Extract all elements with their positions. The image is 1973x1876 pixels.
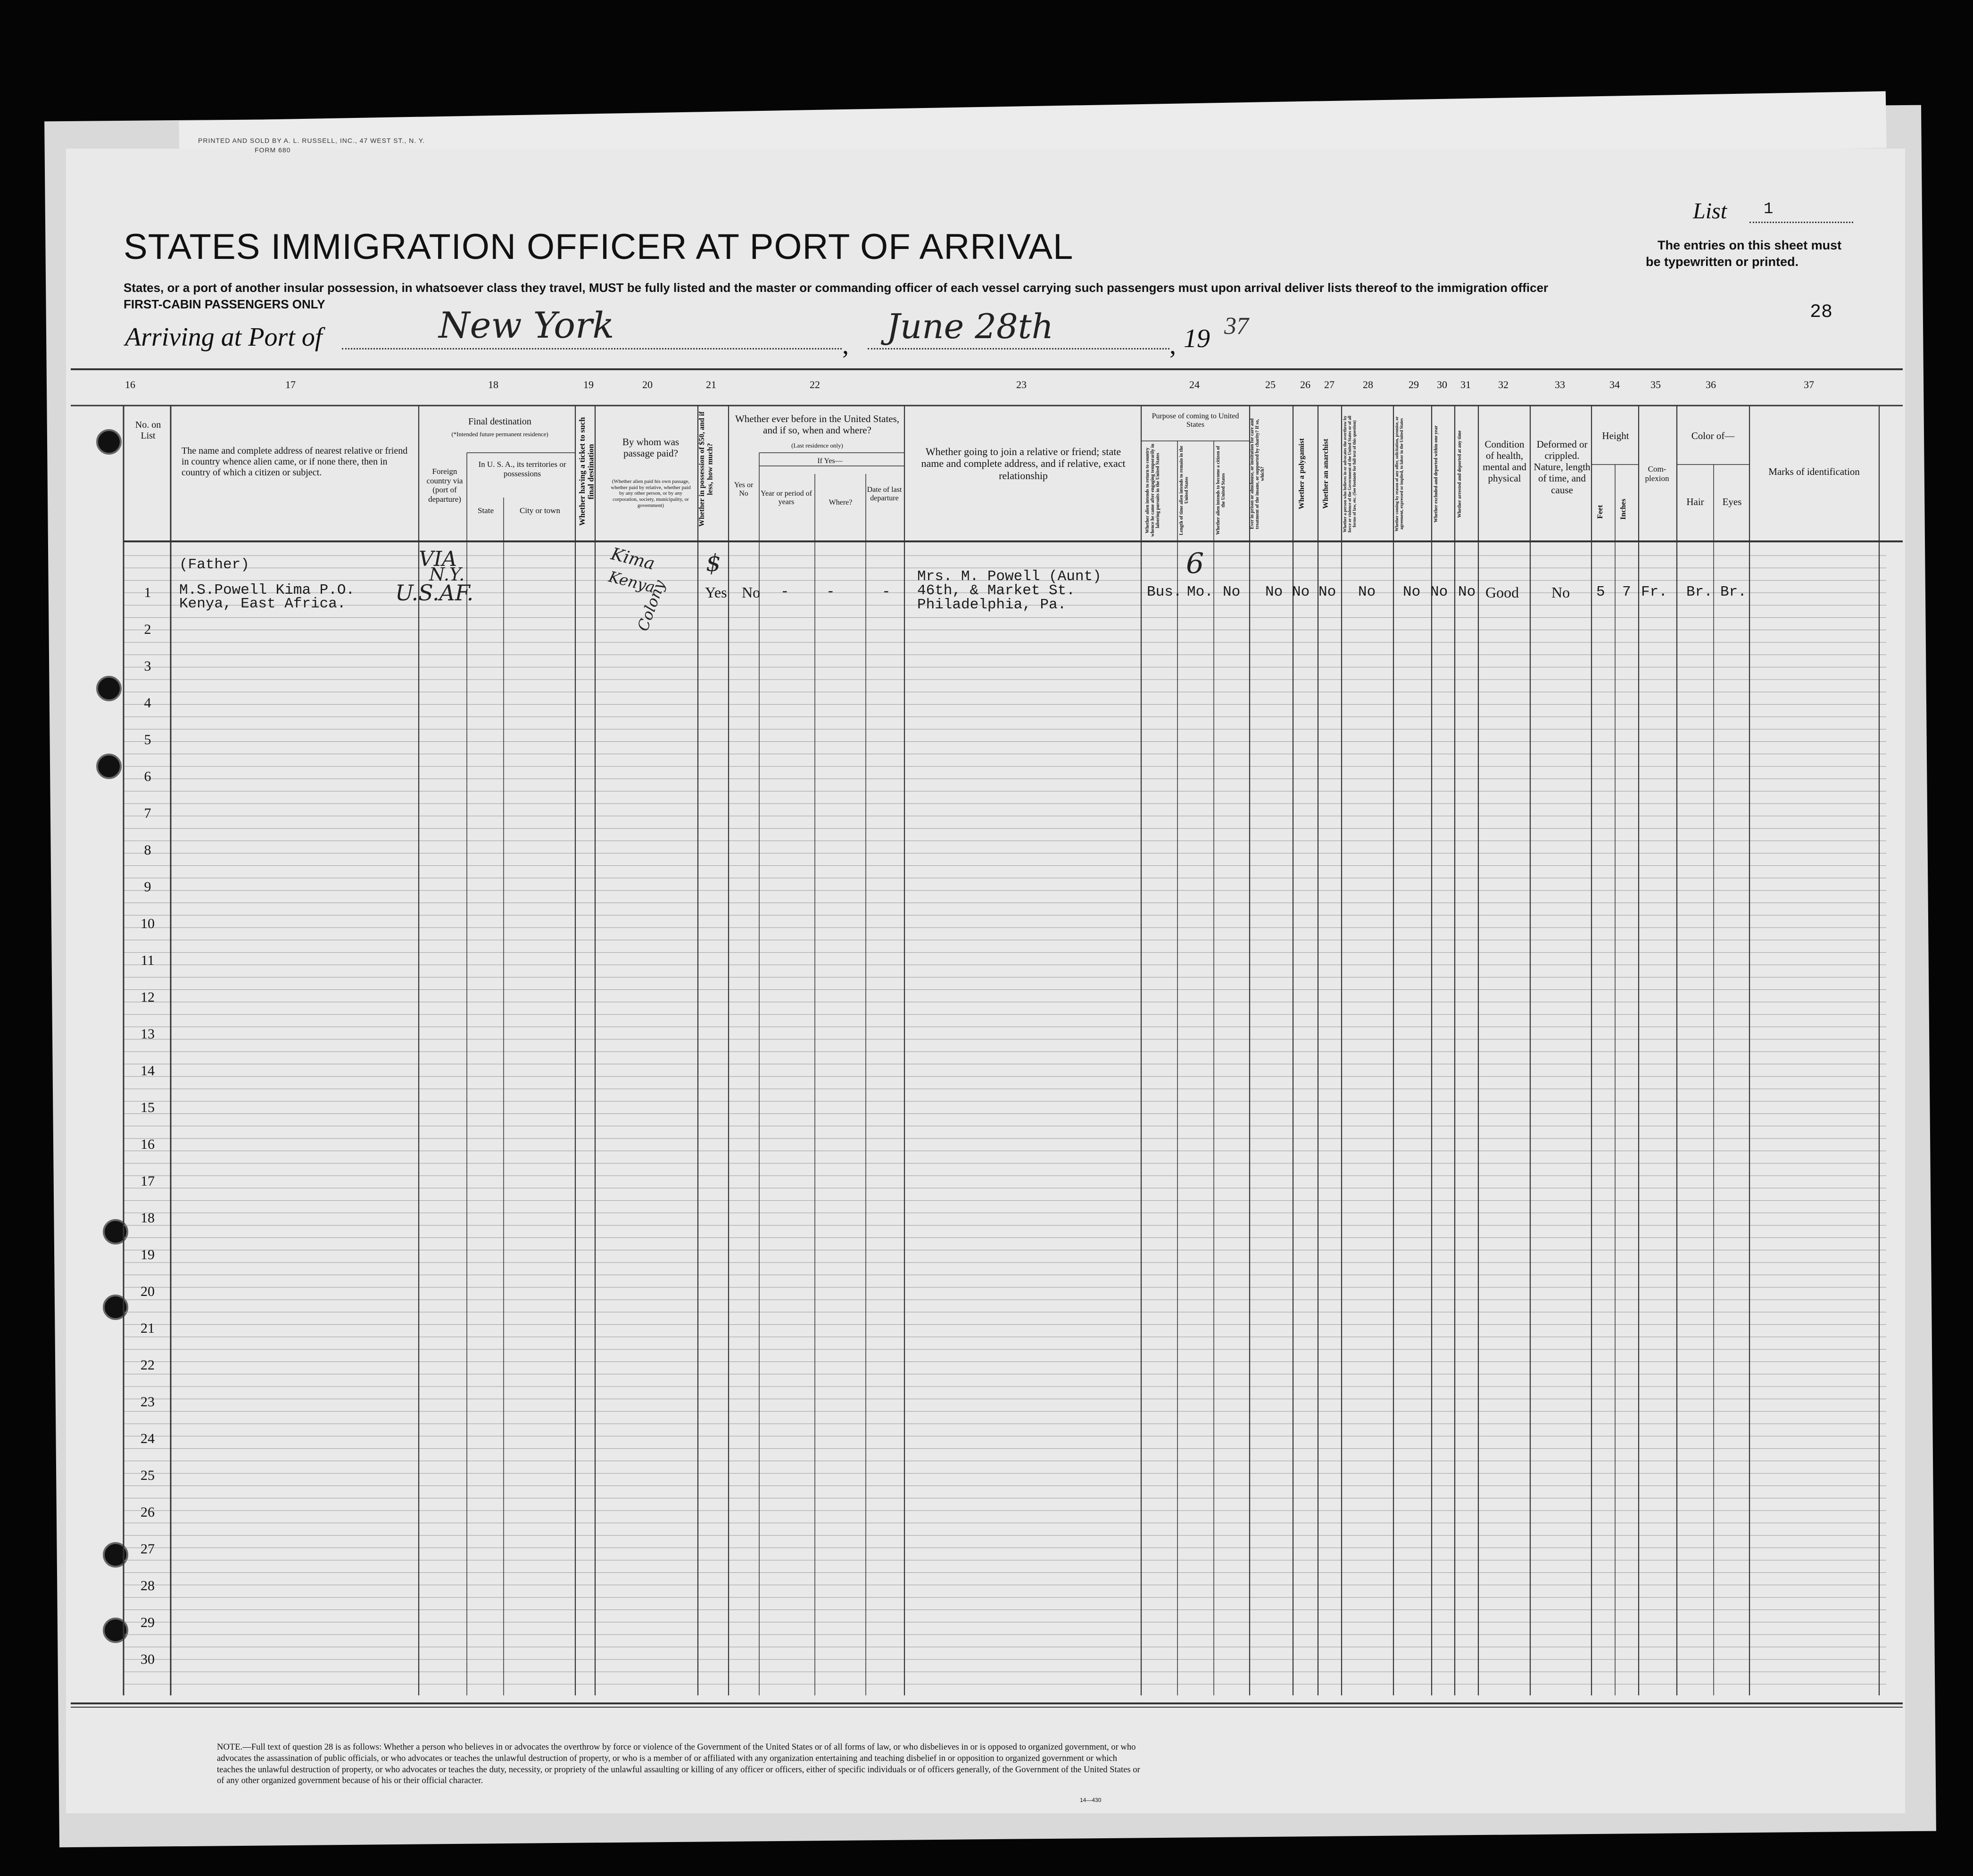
header-marks: Marks of identification	[1768, 466, 1860, 477]
header-relative-address: The name and complete address of nearest relative or friend in country whence alien came, or if none there, then in country of which a citizen or subject.	[182, 446, 408, 478]
header-final-destination-note: (*Intended future permanent residence)	[451, 431, 548, 438]
entry-money-mark: $	[706, 549, 721, 577]
row-number: 29	[141, 1615, 155, 1630]
entry-q28: No	[1358, 584, 1376, 600]
header-length-of-stay: Length of time alien intends to remain in the United States	[1179, 446, 1189, 535]
header-fifty-dollars: Whether in possession of $50, and if less, how much?	[698, 411, 714, 527]
entry-relative-line1: M.S.Powell Kima P.O.	[179, 582, 355, 598]
header-excluded: Whether excluded and deported within one year	[1434, 425, 1439, 523]
column-number: 31	[1460, 379, 1471, 390]
column-number: 37	[1804, 379, 1814, 390]
column-number: 19	[583, 379, 594, 390]
header-city: City or town	[520, 506, 560, 515]
row-number: 26	[141, 1504, 155, 1520]
sheet-number: 28	[1810, 302, 1833, 323]
header-prison: Ever in prison or almshouse, or institution for care and treatment of the insane, or supported by charity? If so, which?	[1250, 418, 1265, 530]
header-ticket: Whether having a ticket to such final destination	[578, 417, 596, 526]
header-purpose: Purpose of coming to United States	[1152, 412, 1239, 429]
date-handwritten: June 28th	[887, 307, 1054, 346]
row-number: 5	[144, 732, 151, 747]
row-number: 27	[141, 1541, 155, 1557]
entry-q30: No	[1430, 584, 1448, 600]
header-if-yes: If Yes—	[817, 457, 843, 465]
year-handwritten: 37	[1224, 313, 1249, 340]
row-number: 28	[141, 1578, 155, 1594]
row-number: 12	[141, 989, 155, 1005]
column-number: 36	[1706, 379, 1716, 390]
header-final-destination: Final destination	[468, 416, 531, 427]
port-handwritten: New York	[439, 304, 614, 346]
row-number: 13	[141, 1026, 155, 1042]
column-number: 17	[285, 379, 296, 390]
entry-q29: No	[1403, 584, 1421, 600]
column-number: 23	[1016, 379, 1027, 390]
entry-eyes: Br.	[1720, 584, 1747, 600]
row-number: 25	[141, 1468, 155, 1483]
column-number: 33	[1555, 379, 1565, 390]
page-title: STATES IMMIGRATION OFFICER AT PORT OF ARRIVAL	[124, 227, 1074, 267]
form-number: FORM 680	[255, 146, 291, 154]
row-number: 15	[141, 1100, 155, 1115]
entries-note-line2: be typewritten or printed.	[1646, 255, 1799, 269]
entry-foreign-line3: U.S.AF.	[395, 580, 474, 606]
header-eyes: Eyes	[1722, 496, 1742, 507]
column-number: 29	[1409, 379, 1419, 390]
entry-anarchist: No	[1318, 584, 1336, 600]
year-prefix: 19	[1184, 324, 1210, 353]
entry-money: Yes	[705, 584, 727, 601]
header-color-of: Color of—	[1691, 430, 1735, 441]
row-number: 22	[141, 1357, 155, 1373]
header-question-28: Whether a person who believes in or advocates the overthrow by force or violence of the Government of the United States or of all forms of law, etc. (See footnote for full text of this question)	[1343, 415, 1357, 532]
header-year-period: Year or period of years	[760, 490, 812, 506]
row-number: 24	[141, 1431, 155, 1446]
entry-paid-by-line2: Kenya	[606, 567, 657, 597]
header-where: Where?	[829, 498, 853, 506]
entry-q31: No	[1458, 584, 1476, 600]
header-last-departure: Date of last departure	[867, 486, 902, 503]
header-height: Height	[1602, 430, 1629, 441]
header-arrested: Whether arrested and deported at any time	[1457, 430, 1462, 518]
entry-paid-by-line1: Kima	[609, 544, 657, 574]
entry-citizen: No	[1223, 584, 1241, 600]
entry-foreign-line2: N.Y.	[429, 564, 465, 585]
list-number: 1	[1764, 200, 1774, 218]
row-number: 11	[141, 953, 155, 968]
column-number: 21	[706, 379, 716, 390]
row-number: 30	[141, 1652, 155, 1667]
column-number: 35	[1650, 379, 1661, 390]
header-foreign-country: Foreign country via (port of departure)	[426, 467, 463, 504]
row-number: 8	[144, 842, 151, 858]
column-number: 20	[642, 379, 653, 390]
entry-inches: 7	[1622, 584, 1631, 600]
entry-length: Mo.	[1187, 584, 1213, 600]
header-polygamist: Whether a polygamist	[1298, 438, 1306, 510]
header-deformed: Deformed or crippled. Nature, length of time, and cause	[1534, 439, 1591, 496]
entry-hair: Br.	[1686, 584, 1713, 600]
entry-join-line2: 46th, & Market St.	[917, 582, 1075, 599]
entry-foreign-line1: VIA	[419, 547, 457, 571]
entry-prison: No	[1265, 584, 1283, 600]
row-number: 7	[144, 805, 151, 821]
entry-join-line3: Philadelphia, Pa.	[917, 597, 1067, 613]
column-number: 22	[810, 379, 820, 390]
entry-polygamist: No	[1292, 584, 1310, 600]
entry-join-line1: Mrs. M. Powell (Aunt)	[917, 568, 1102, 585]
row-number: 6	[144, 769, 151, 784]
entry-before-in-us: No	[742, 584, 761, 601]
header-state: State	[478, 506, 494, 515]
comma-separator: ,	[1169, 331, 1176, 360]
column-number: 26	[1300, 379, 1310, 390]
entry-paid-by-line3: Colony	[633, 577, 669, 634]
row-number: 20	[141, 1284, 155, 1299]
header-labor-offer: Whether coming by reason of any offer, solicitation, promise, or agreement, expressed or implied, to labor in the United States	[1394, 416, 1404, 532]
entry-year-period: -	[780, 584, 789, 600]
row-number: 10	[141, 916, 155, 931]
row-number: 1	[144, 585, 151, 600]
row-number: 3	[144, 658, 151, 674]
header-no-on-list: No. on List	[135, 420, 161, 441]
header-complexion: Com- plexion	[1645, 465, 1669, 483]
column-number: 27	[1324, 379, 1335, 390]
row-number: 16	[141, 1137, 155, 1152]
arriving-label: Arriving at Port of	[125, 323, 323, 352]
header-last-residence-note: (Last residence only)	[791, 442, 843, 449]
column-number: 34	[1609, 379, 1620, 390]
subtitle-class: FIRST-CABIN PASSENGERS ONLY	[124, 297, 325, 311]
header-health: Condition of health, mental and physical	[1483, 439, 1526, 484]
row-number: 2	[144, 622, 151, 637]
comma-separator: ,	[842, 331, 849, 360]
row-number: 21	[141, 1320, 155, 1336]
list-label: List	[1693, 199, 1727, 224]
entry-relative-line0: (Father)	[179, 556, 249, 573]
row-number: 19	[141, 1247, 155, 1262]
header-inches: Inches	[1619, 498, 1627, 520]
header-hair: Hair	[1686, 496, 1704, 507]
column-number: 28	[1363, 379, 1373, 390]
row-number: 4	[144, 695, 151, 711]
row-number: 17	[141, 1173, 155, 1189]
column-number: 25	[1265, 379, 1276, 390]
column-number: 16	[125, 379, 135, 390]
header-passage-note: (Whether alien paid his own passage, whether paid by relative, whether paid by any other person, or by any corporation, society, municipality, or government)	[611, 479, 691, 508]
subtitle-instructions: States, or a port of another insular possession, in whatsoever class they travel, MUST be fully listed and the master or commanding officer of each vessel carrying such passengers must upon arrival deliver lists thereof to the immigration officer	[124, 281, 1549, 295]
entry-feet: 5	[1596, 584, 1605, 600]
header-in-usa: In U. S. A., its territories or possessions	[478, 460, 566, 478]
row-number: 23	[141, 1394, 155, 1410]
header-feet: Feet	[1596, 505, 1604, 519]
entry-complexion: Fr.	[1641, 584, 1667, 600]
header-before-in-us: Whether ever before in the United States, and if so, when and where?	[735, 413, 900, 436]
entry-relative-line2: Kenya, East Africa.	[179, 596, 346, 612]
column-number: 24	[1189, 379, 1200, 390]
row-number: 9	[144, 879, 151, 895]
entry-deformed: No	[1551, 584, 1570, 601]
entry-length-mark: 6	[1186, 547, 1204, 580]
header-yes-or-no: Yes or No	[734, 481, 754, 498]
footnote-question-28: NOTE.—Full text of question 28 is as follows: Whether a person who believes in or advocates the overthrow by force or violence of the Government of the United States or of all forms of law, or who disbelieves in or is opposed to organized government, or who advocates the assassination of public officials, or who advocates or teaches the unlawful destruction of property, or who is a member of or affiliated with any organization entertaining and teaching disbelief in or opposition to organized government or which teaches the unlawful destruction of property, or who advocates or teaches the duty, necessity, or propriety of the unlawful assaulting or killing of any officer or officers, either of specific individuals or of officers generally, of the Government of the United States or of any other organized government because of his or their official character.	[217, 1742, 1140, 1786]
footnote-code: 14—430	[1080, 1797, 1102, 1803]
entry-health: Good	[1485, 584, 1519, 601]
column-number: 30	[1437, 379, 1447, 390]
entries-note-line1: The entries on this sheet must	[1658, 238, 1842, 252]
header-intends-return: Whether alien intends to return to country whence he came after engaging temporarily in laboring pursuits in the United States	[1145, 444, 1161, 537]
entry-last-departure: -	[882, 584, 891, 600]
row-number: 18	[141, 1210, 155, 1226]
row-number: 14	[141, 1063, 155, 1079]
entry-purpose: Bus.	[1147, 584, 1182, 600]
column-number: 32	[1498, 379, 1509, 390]
column-number: 18	[488, 379, 498, 390]
entry-where: -	[826, 584, 835, 600]
header-join-relative: Whether going to join a relative or friend; state name and complete address, and if relative, exact relationship	[921, 446, 1126, 481]
header-anarchist: Whether an anarchist	[1322, 439, 1330, 509]
header-intends-citizen: Whether alien intends to become a citizen of the United States	[1216, 446, 1226, 535]
header-passage-paid: By whom was passage paid?	[622, 436, 680, 459]
printer-imprint: PRINTED AND SOLD BY A. L. RUSSELL, INC., 47 WEST ST., N. Y.	[198, 137, 425, 144]
